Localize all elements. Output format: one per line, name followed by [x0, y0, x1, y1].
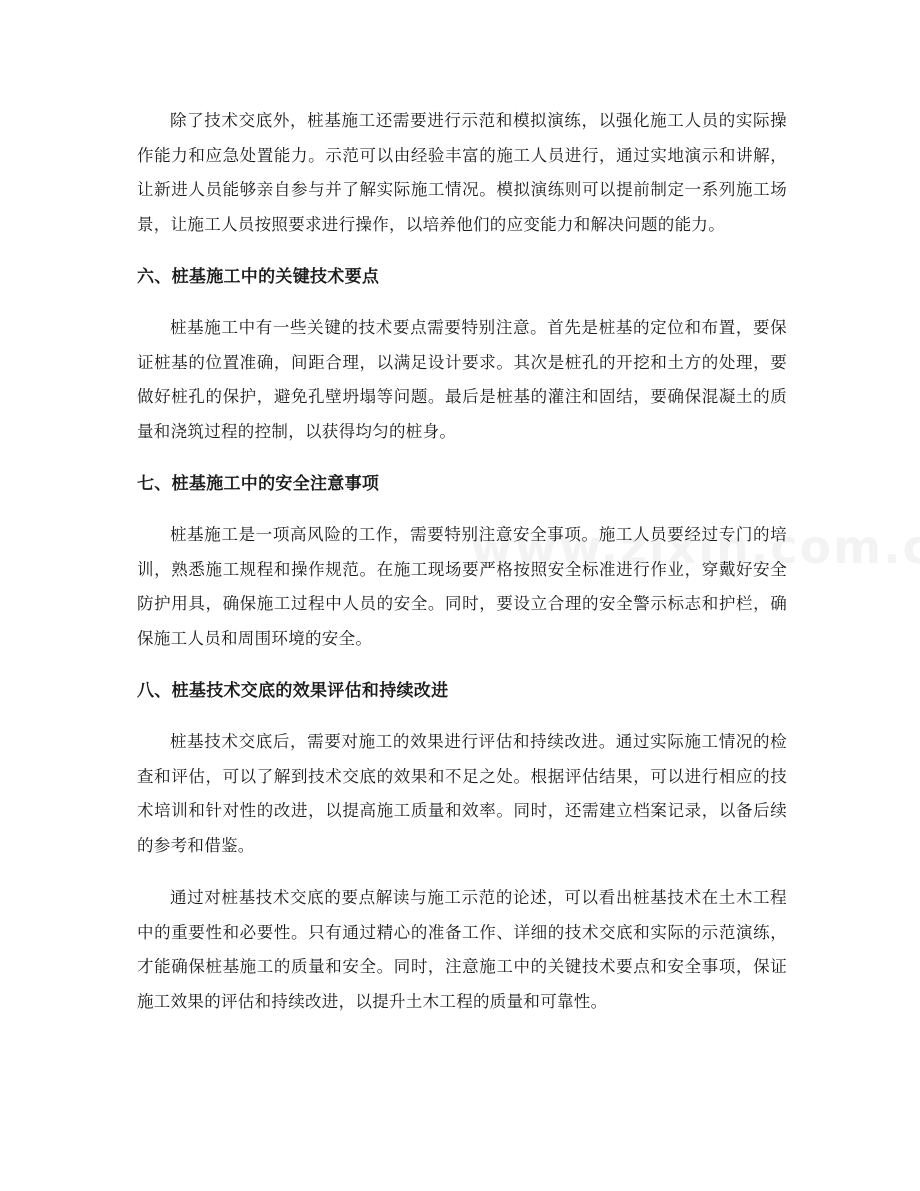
spacer [137, 656, 787, 674]
spacer [137, 708, 787, 725]
paragraph-key-points: 桩基施工中有一些关键的技术要点需要特别注意。首先是桩基的定位和布置，要保证桩基的位置准确，间距合理，以满足设计要求。其次是桩孔的开挖和土方的处理，要做好桩孔的保护，避免孔壁坍塌等问题。最后是桩基的灌注和固结，要确保混凝土的质量和浇筑过程的控制，以获得均匀的桩身。 [137, 318, 787, 441]
section-heading-safety: 七、桩基施工中的安全注意事项 [137, 474, 380, 494]
spacer [137, 501, 787, 518]
section-heading-key-points: 六、桩基施工中的关键技术要点 [137, 267, 380, 287]
document-body [137, 104, 787, 1019]
spacer [137, 294, 787, 311]
spacer [137, 863, 787, 881]
paragraph-conclusion: 通过对桩基技术交底的要点解读与施工示范的论述，可以看出桩基技术在土木工程中的重要性和必要性。只有通过精心的准备工作、详细的技术交底和实际的示范演练，才能确保桩基施工的质量和安全。同时，注意施工中的关键技术要点和安全事项，保证施工效果的评估和持续改进，以提升土木工程的质量和可靠性。 [137, 888, 787, 1011]
paragraph-demonstration: 除了技术交底外，桩基施工还需要进行示范和模拟演练，以强化施工人员的实际操作能力和应急处置能力。示范可以由经验丰富的施工人员进行，通过实地演示和讲解，让新进人员能够亲自参与并了解实际施工情况。模拟演练则可以提前制定一系列施工场景，让施工人员按照要求进行操作，以培养他们的应变能力和解决问题的能力。 [137, 111, 787, 234]
spacer [137, 242, 787, 260]
section-heading-evaluation: 八、桩基技术交底的效果评估和持续改进 [137, 681, 449, 701]
paragraph-safety: 桩基施工是一项高风险的工作，需要特别注意安全事项。施工人员要经过专门的培训，熟悉施工规程和操作规范。在施工现场要严格按照安全标准进行作业，穿戴好安全防护用具，确保施工过程中人员的安全。同时，要设立合理的安全警示标志和护栏，确保施工人员和周围环境的安全。 [137, 525, 787, 648]
spacer [137, 449, 787, 467]
paragraph-evaluation: 桩基技术交底后，需要对施工的效果进行评估和持续改进。通过实际施工情况的检查和评估，可以了解到技术交底的效果和不足之处。根据评估结果，可以进行相应的技术培训和针对性的改进，以提高施工质量和效率。同时，还需建立档案记录，以备后续的参考和借鉴。 [137, 732, 787, 855]
